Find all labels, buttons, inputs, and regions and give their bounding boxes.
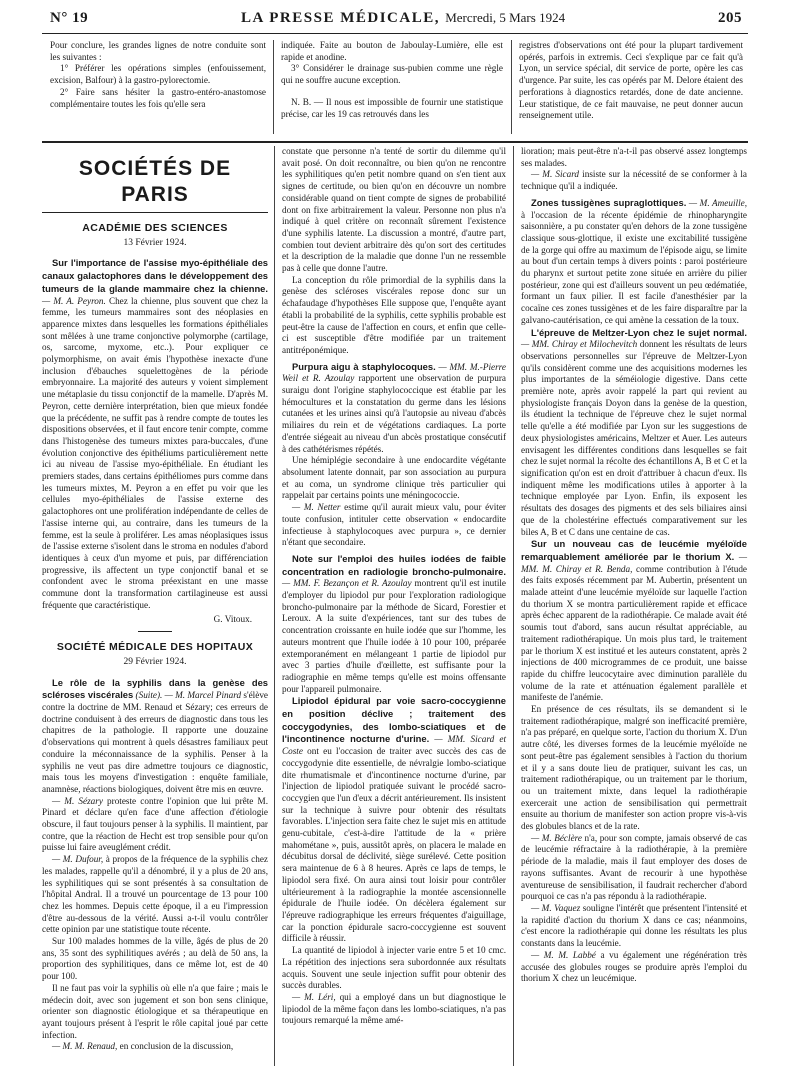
article-author: — M. Sicard [531,169,580,180]
section-rule [42,141,748,143]
article-author: — M. Léri, [292,991,336,1002]
issue-number: N° 19 [50,10,89,26]
article-author: — M. Béclère [531,832,582,843]
article-author: — M. Marcel Pinard [164,690,242,701]
article-body: rapportent une observation de purpura suraigu dont l'origine staphylococcique est établie par les hémocultures et la constatation du germe dans les lésions cutanées et les urines ainsi qu'à l'autopsie au niveau d'abcès miliaires du rein et de végétations cardiaques. La porte d'entrée siégeait au niveau d'un abcès prostatique consécutif à des cathétérismes répétés. [282,373,507,454]
paragraph: La quantité de lipiodol à injecter varie entre 5 et 10 cmc. La répétition des injections sera subordonnée aux résultats acquis. Souvent une seule injection suffit pour obtenir des succès durables. [282,945,506,991]
paragraph [42,796,268,855]
page-number: 205 [717,10,742,26]
article-heading: Sur l'importance de l'assise myo-épithéliale des canaux galactophores dans le développement des tumeurs de la glande mammaire chez la chienne. [42,257,268,294]
article-author: — MM. F. Bezançon et R. Azoulay [282,578,412,589]
article-author: — MM. Sicard et Coste [282,734,506,757]
paragraph [282,502,506,549]
article-body: s'élève contre la doctrine de MM. Renaud et Sézary; ces erreurs de doctrine conduisent à des erreurs de diagnostic dans tous les chapitres de la pathologie. Il rapporte une douzaine d'observations qui montrent à quels désastres familiaux peut conduire la méconnaissance de la syphilis. Penser à la syphilis ne veut pas dire admettre toujours ce diagnostic, mais tous les moyens d'investigation : enquête familiale, anamnèse, réactions biologiques, doivent être mis en œuvre. [42,690,268,794]
article [282,553,506,695]
paragraph: En présence de ces résultats, ils se demandent si le traitement radiothérapique, malgré son inefficacité première, n'a pas préparé, en quelque sorte, l'action du thorium X. D'un autre côté, les diverses formes de la leucémie myéloïde ne sont peut-être pas également sensibles à l'action du thorium et il y a sans doute lieu de pratiquer, suivant les cas, un traitement radiothérapique, ou un traitement par le thorium, ou un traitement mixte, dans lequel la radiothérapie exercerait une action de sensibilisation qui permettrait ensuite au thorium de manifester son action propre vis-à-vis des globules blancs et de la rate. [521,704,747,832]
article-author: — MM. Chiray et Milochevitch [521,339,638,350]
article-author: — MM. M. Chiray et R. Benda, [521,551,747,574]
journal-title [241,10,565,27]
paragraph: N. B. — Il nous est impossible de fournir une statistique précise, car les 19 cas retrouvés dans les [281,96,503,119]
society-title: SOCIÉTÉ MÉDICALE DES HOPITAUX [56,641,254,654]
top-col-2 [281,40,503,120]
paragraph [282,992,506,1027]
paragraph [521,833,747,903]
article [42,677,268,796]
article-body: Chez la chienne, plus souvent que chez la femme, les tumeurs mammaires sont des néoplasies en apparence mixtes dans lesquelles les formations épithéliales sont mêlées à une trame conjonctive polymorphe (cartilage, os, sarcome, myxome, etc..). Pour expliquer ce polymorphisme, on avait émis l'hypothèse inexacte d'une inclusion d'ébauches squelettogènes de la période embryonnaire. La majorité des auteurs y voient simplement une métaplasie du tissu conjonctif de la mamelle. D'après M. Peyron, cette dernière interprétation, bien que mieux fondée que la précédente, ne suffit pas à rendre compte de toutes les dispositions observées, et il faut encore tenir compte, comme dans l'histogenèse des tumeurs mixtes para-buccales, d'une évolution conjonctive des épithéliums particulièrement nette ici au niveau de l'assise myo-épithéliale. En étudiant les premiers stades, dans certains épithéliomes purs comme dans les tumeurs mixtes, M. Peyron a en effet pu voir que les cellules myo-épithéliales de l'assise externe des galactophores ont une prolifération indépendante de celles de l'assise interne qui, au contraire, dans les tumeurs de la femme, est la seule à proliférer. Les amas néoplasiques issus de l'assise externe s'isolent dans le stroma en nodules d'abord identiques à ceux d'un myome et puis, par différenciation progressive, ils affectent un type conjonctif banal et se confondent avec le stroma préexistant en une masse commune dont la transformation cartilagineuse est aussi fréquente que caractéristique. [42,295,268,610]
main-col-3 [521,146,747,985]
column-divider [273,40,274,134]
paragraph-text: a vu également une régénération très accusée des globules rouges se produire après l'emploi du thorium X chez un leucémique. [521,949,747,984]
paragraph: 2° Faire sans hésiter la gastro-entéro-anastomose complémentaire toutes les fois qu'elle sera [50,86,266,109]
session-date: 13 Février 1924. [123,237,187,248]
signature: G. Vitoux. [213,613,252,624]
main-col-2 [282,146,506,1027]
article [521,538,747,704]
paragraph [42,854,268,936]
paragraph-text: en conclusion de la discussion, [119,1041,234,1052]
article-author: — M. Netter [292,502,341,513]
paragraph: Sur 100 malades hommes de la ville, âgés de plus de 20 ans, 35 sont des syphilitiques avérés ; au delà de 50 ans, la proportion des syphilitiques, dans ce même lot, est de 40 pour 100. [42,936,268,982]
paragraph: 3° Considérer le drainage sus-pubien comme une règle qui ne souffre aucune exception. [281,63,503,86]
paragraph-text: à propos de la fréquence de la syphilis chez les malades, rappelle qu'il a dénombré, il y a plus de 20 ans, les syphilitiques qui se sont présentés à sa consultation de l'hôpital Andral. Il a trouvé un pourcentage de 13 pour 100 chez les hommes. Depuis cette époque, il a eu l'impression d'être au-dessous de la vérité. Aussi a-t-il voulu contrôler cette opinion par une statistique toute récente. [42,854,269,935]
article-body: ont eu l'occasion de traiter avec succès des cas de coccygodynie dite essentielle, de névralgie lombo-sciatique dite rhumatismale et d'incontinence nocturne d'urine, par l'injection de lipiodol pratiquée suivant le procédé sacro-coccygien que l'un d'eux a décrit antérieurement. Ils insistent sur la technique à suivre pour obtenir des résultats favorables. L'injection sera faite chez le sujet mis en attitude genu-cubitale, c'est-à-dire l'attitude de la « prière mahométane », puis, aussitôt après, on placera le malade en décubitus dorsal de déclivité, siège surélevé. Cette position sera maintenue de 6 à 8 heures. Après ce laps de temps, le lipiodol sera fixé. On aura ainsi tout loisir pour contrôler ultérieurement à la radiographie la montée ascensionnelle épidurale de l'huile iodée. On décèlera également sur l'épreuve radiographique les erreurs fréquentes d'aiguillage, car la ponction épidurale sacro-coccygienne est souvent difficile à réussir. [282,746,507,944]
article [42,257,268,611]
main-col-1 [42,146,268,1053]
article-author: — M. A. Peyron. [42,295,106,306]
paragraph-text: proteste contre l'opinion que lui prête M. Pinard et déclare qu'en face d'une affection d'étiologie obscure, il faut toujours penser à la syphilis. Il maintient, par contre, que la réaction de Hecht est trop sensible pour qu'on puisse lui faire aveuglément crédit. [42,795,268,853]
article-author: — M. M. Renaud, [52,1041,118,1052]
paragraph-text: insiste sur la nécessité de se conformer à la technique qu'il a indiquée. [521,169,748,192]
session-date: 29 Février 1924. [123,656,187,667]
article-heading: Le rôle de la syphilis dans la genèse des scléroses viscérales [42,676,268,701]
divider [138,631,172,632]
article-author: — MM. M.-Pierre Weil et R. Azoulay [282,361,506,384]
article-heading: Zones tussigènes supraglottiques. [531,196,687,208]
running-header [50,10,742,30]
paragraph: indiquée. Faite au bouton de Jaboulay-Lumière, elle est rapide et anodine. [281,40,503,62]
article-heading: Note sur l'emploi des huiles iodées de faible concentration en radiologie broncho-pulmonaire. [282,552,506,577]
divider [42,212,268,213]
article [282,361,506,456]
paragraph-text: qui a employé dans un but diagnostique le lipiodol de la même façon dans les lombo-sciatiques, n'a pas toujours remarqué la même amé- [282,991,506,1026]
paragraph: constate que personne n'a tenté de sortir du dilemme qu'il avait posé. On doit reconnaître, ou bien qu'on ne rencontre les syphilitiques qu'en petit nombre quand on s'en tient aux signes de certitude, ou bien qu'on en découvre un nombre considérable quand on tient compte de signes de probabilité dont on fixe arbitrairement la valeur. Personne non plus n'a indiqué à quel critère on reconnaît sûrement l'existence d'une syphilis latente. La discussion a montré, d'autre part, combien tout devient arbitraire dès qu'on sort des certitudes et la description de la maladie que donne l'un ne ressemble pas à celle que donne l'autre. [282,146,506,274]
issue-date: Mercredi, 5 Mars 1924 [445,10,566,25]
article-heading: L'épreuve de Meltzer-Lyon chez le sujet normal. [531,326,747,338]
society-title: ACADÉMIE DES SCIENCES [82,222,228,234]
article-author: — M. Ameuille, [688,197,747,208]
article-author: — M. Vaquez [531,903,581,913]
paragraph-text: n'a, pour son compte, jamais observé de cas de leucémie réfractaire à la radiothérapie, à la première période de la maladie, mais il faut employer des doses de rayons suffisantes. Avant de recourir à une hypothèse aventureuse de sensibilisation, il faudrait rechercher d'abord pourquoi ce cas n'a pas répondu à la radiothérapie. [521,832,747,902]
column-divider [511,40,512,134]
section-title: SOCIÉTÉS DE PARIS [78,157,232,206]
paragraph-text: souligne l'intérêt que présentent l'intensité et la rapidité d'action du thorium X dans ce cas; néanmoins, c'est encore la radiothérapie qui donne les résultats les plus constants dans la leucémie. [521,903,748,949]
article-body: montrent qu'il est inutile d'employer du lipiodol pur pour l'exploration radiologique broncho-pulmonaire par la méthode de Sicard, Forestier et Leroux. A la suite d'expériences, tant sur des tubes de concentration croissante en huile iodée que sur l'homme, les auteurs montrent que l'huile iodée à 10 pour 100, préparée extemporanément en mélangeant 1 partie de lipiodol pur avec 3 parties d'huile d'œillette, est suffisante pour la radiographie en même temps qu'elle est moins offensante pour l'appareil pulmonaire. [282,578,506,694]
paragraph: Une hémiplégie secondaire à une endocardite végétante absolument latente donnait, par son association au purpura et au coma, un syndrome clinique très particulier qui rappelait par certains points une méningococcie. [282,455,506,501]
journal-name: LA PRESSE MÉDICALE, [241,10,440,26]
paragraph [521,903,747,950]
article-body: donnent les résultats de leurs observations personnelles sur l'épreuve de Meltzer-Lyon qu'ils considèrent comme une des acquisitions modernes les plus importantes de la séméiologie digestive. Dans cette première note, après avoir rappelé la part qui revient au physiologiste français Doyon dans la genèse de la question, ils étudient la technique de l'épreuve chez le sujet normal telle qu'elle a été modifiée par Lyon sur les suggestions de deux physiologistes américains, Meltzer et Auer. Les auteurs envisagent les différentes conditions dans lesquelles se fait chez le sujet normal la récolte des échantillons A, B et C et la signification qu'on est en droit d'attribuer à chacun d'eux. Ils indiquent même les modifications utiles à apporter à la technique employée par Lyon. Enfin, ils exposent les résultats des dosages des pigments et des sels biliaires ainsi que de la cholestérine effectués comparativement sur les biles A, B et C dans une centaine de cas. [521,339,747,537]
paragraph: registres d'observations ont été pour la plupart tardivement opérés, parfois in extremis. Ceci s'explique par ce fait qu'à Lyon, un service spécial, dit service de porte, opère les cas d'urgence. Par suite, les cas opérés par M. Delore étaient des perforations à diagnostics retardés, done de date ancienne. Leur statistique, de ce fait mauvaise, ne peut donner aucun renseignement utile. [519,40,743,121]
article-author: — M. Dufour, [52,854,104,865]
column-divider [274,146,275,1066]
paragraph-text: estime qu'il aurait mieux valu, pour éviter toute confusion, intituler cette observation « endocardite infectieuse à staphylocoques avec purpura », ce dernier n'étant que secondaire. [282,502,506,548]
paragraph: lioration; mais peut-être n'a-t-il pas observé assez longtemps ses malades. [521,146,747,168]
article-suite: (Suite). [135,690,163,701]
article [521,197,747,327]
article [521,327,747,539]
paragraph: Pour conclure, les grandes lignes de notre conduite sont les suivantes : [50,40,266,62]
top-col-1 [50,40,266,110]
paragraph [42,1041,268,1053]
article-body: à l'occasion de la récente épidémie de rhinopharyngite saisonnière, a pu constater qu'en dehors de la zone tussigène classique sous-glottique, il existe une excitabilité tussigène de la gorge qui offre au maximum de l'épisode aigu, se limite au bout d'un certain temps à divers points : paroi postérieure du pharynx et surtout petite zone située en arrière du pilier postérieur, zone qui est d'ailleurs souvent un peu œdématiée, formant un faux pilier. Il est facile d'anesthésier par la cocaïne ces zones tussigènes et de les faire disparaître par la galvano-cautérisation, ce qui amène la cessation de la toux. [521,209,747,325]
article [282,695,506,945]
paragraph [521,950,747,985]
article-author: — M. M. Labbé [531,949,596,960]
paragraph: La conception du rôle primordial de la syphilis dans la genèse des scléroses viscérales repose donc sur un échafaudage d'hypothèses Elle suppose que, l'enquête ayant établi la probabilité de la syphilis, cette syphilis probable est peut-être la cause de l'affection en cours, et enfin que celle-ci est susceptible d'être modifiée par un traitement antitréponémique. [282,274,506,355]
column-divider [513,146,514,1066]
article-heading: Sur un nouveau cas de leucémie myéloïde remarquablement améliorée par le thorium X. [521,538,747,562]
paragraph [521,169,747,192]
top-col-3 [519,40,743,122]
article-author: — M. Sézary [52,795,103,806]
header-rule [42,33,748,34]
article-heading: Lipiodol épidural par voie sacro-coccygienne en position déclive ; traitement des coccygodynies, des lombo-sciatiques et de l'incontinence nocturne d'urine. [282,695,506,745]
paragraph: 1° Préférer les opérations simples (enfouissement, excision, Balfour) à la gastro-pylorectomie. [50,63,266,86]
article-body: comme contribution à l'étude des faits exposés récemment par M. Aubertin, présentent un malade atteint d'une leucémie myéloïde sur laquelle l'action du thorium X se montra particulièrement rapide et efficace après échec apparent de la radiothérapie. Ce malade avait été soumis tout d'abord, sans aucun résultat appréciable, au traitement radiothérapique. Un mois plus tard, le traitement par le thorium X est institué et les auteurs constatent, après 2 injections de 400 microgrammes de ce produit, une baisse rapide du chiffre leucocytaire avec diminution parallèle du volume de la rate et atténuation également parallèle et manifeste de l'anémie. [521,563,747,703]
article-heading: Purpura aigu à staphylocoques. [292,360,436,372]
paragraph: Il ne faut pas voir la syphilis où elle n'a que faire ; mais le médecin doit, avec son jugement et son bon sens clinique, orienter son diagnostic étiologique et sa thérapeutique en ayant toujours présent à l'esprit le rôle capital joué par cette infection. [42,982,268,1040]
